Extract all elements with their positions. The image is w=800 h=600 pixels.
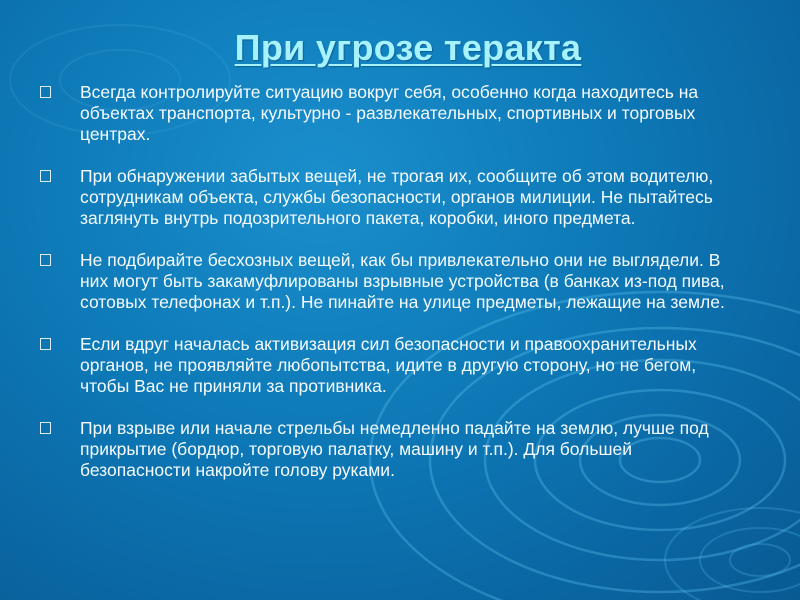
list-item <box>38 250 738 313</box>
bullet-text: При обнаружении забытых вещей, не трогая их, сообщите об этом водителю, сотрудникам объекта, службы безопасности, органов милиции. Не пытайтесь заглянуть внутрь подозрительного пакета, коробки, иного предмета. <box>80 166 714 228</box>
bullet-text: При взрыве или начале стрельбы немедленно падайте на землю, лучше под прикрытие (бордюр, торговую палатку, машину и т.п.). Для большей безопасности накройте голову руками. <box>80 418 709 480</box>
square-bullet-icon <box>40 254 51 266</box>
slide-title: При угрозе теракта <box>234 27 582 68</box>
bullet-text: Если вдруг началась активизация сил безопасности и правоохранительных органов, не проявляйте любопытства, идите в другую сторону, но не бегом, чтобы Вас не приняли за противника. <box>80 334 697 396</box>
square-bullet-icon <box>40 422 51 434</box>
bullet-text: Всегда контролируйте ситуацию вокруг себя, особенно когда находитесь на объектах транспорта, культурно - развлекательных, спортивных и торговых центрах. <box>80 82 699 144</box>
square-bullet-icon <box>40 86 51 98</box>
list-item <box>38 418 738 481</box>
bullet-list <box>38 82 738 502</box>
square-bullet-icon <box>40 338 51 350</box>
list-item <box>38 82 738 145</box>
list-item <box>38 166 738 229</box>
list-item <box>38 334 738 397</box>
bullet-text: Не подбирайте бесхозных вещей, как бы привлекательно они не выглядели. В них могут быть закамуфлированы взрывные устройства (в банках из-под пива, сотовых телефонах и т.п.). Не пинайте на улице предметы, лежащие на земле. <box>80 250 725 312</box>
square-bullet-icon <box>40 170 51 182</box>
